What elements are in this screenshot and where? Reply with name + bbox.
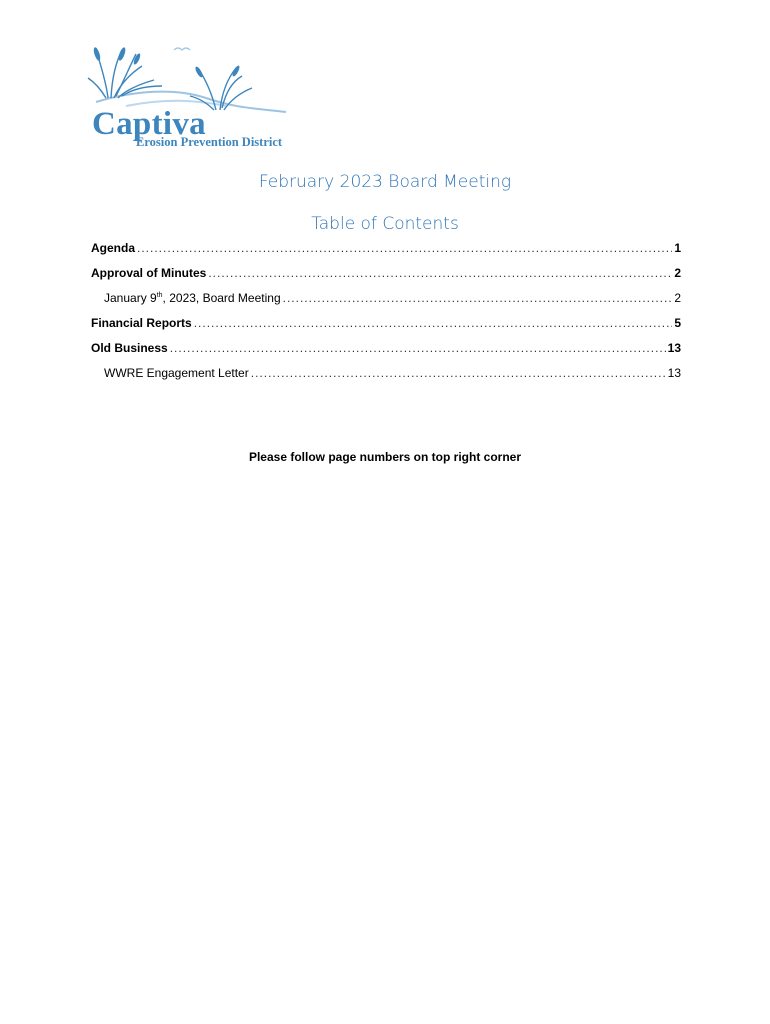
toc-entry-agenda[interactable] xyxy=(91,240,681,256)
toc-leader-dots xyxy=(208,265,672,281)
logo-subtitle: Erosion Prevention District xyxy=(136,135,283,149)
toc-entry-label: Approval of Minutes xyxy=(91,266,207,280)
toc-page-number: 2 xyxy=(674,291,681,305)
toc-label-superscript: th xyxy=(156,292,163,299)
toc-entry-old-business[interactable] xyxy=(91,340,681,356)
toc-leader-dots xyxy=(194,315,673,331)
toc-entry-label: WWRE Engagement Letter xyxy=(104,366,249,380)
toc-heading: Table of Contents xyxy=(311,214,459,234)
document-title: February 2023 Board Meeting xyxy=(258,172,512,192)
toc-page-number: 1 xyxy=(674,241,681,255)
toc-entry-label xyxy=(104,290,281,306)
toc-page-number: 13 xyxy=(667,366,681,380)
toc-label-part: January 9 xyxy=(104,291,157,305)
toc-entry-wwre-engagement-letter[interactable] xyxy=(104,365,681,381)
logo-wordmark: Captiva xyxy=(92,106,206,142)
toc-entry-label: Financial Reports xyxy=(91,316,192,330)
toc-entry-financial-reports[interactable] xyxy=(91,315,681,331)
toc-entry-label: Old Business xyxy=(91,341,168,355)
toc-leader-dots xyxy=(170,340,666,356)
toc-page-number: 5 xyxy=(674,316,681,330)
toc-leader-dots xyxy=(137,240,672,256)
toc-entry-label: Agenda xyxy=(91,241,136,255)
page-number-note: Please follow page numbers on top right corner xyxy=(248,450,522,464)
toc-entry-approval-of-minutes[interactable] xyxy=(91,265,681,281)
toc-leader-dots xyxy=(283,290,673,306)
toc-entry-january-board-meeting[interactable] xyxy=(104,290,681,306)
toc-page-number: 2 xyxy=(674,266,681,280)
captiva-logo xyxy=(86,40,326,152)
toc-page-number: 13 xyxy=(667,341,681,355)
toc-leader-dots xyxy=(251,365,666,381)
toc-label-part: , 2023, Board Meeting xyxy=(162,291,281,305)
